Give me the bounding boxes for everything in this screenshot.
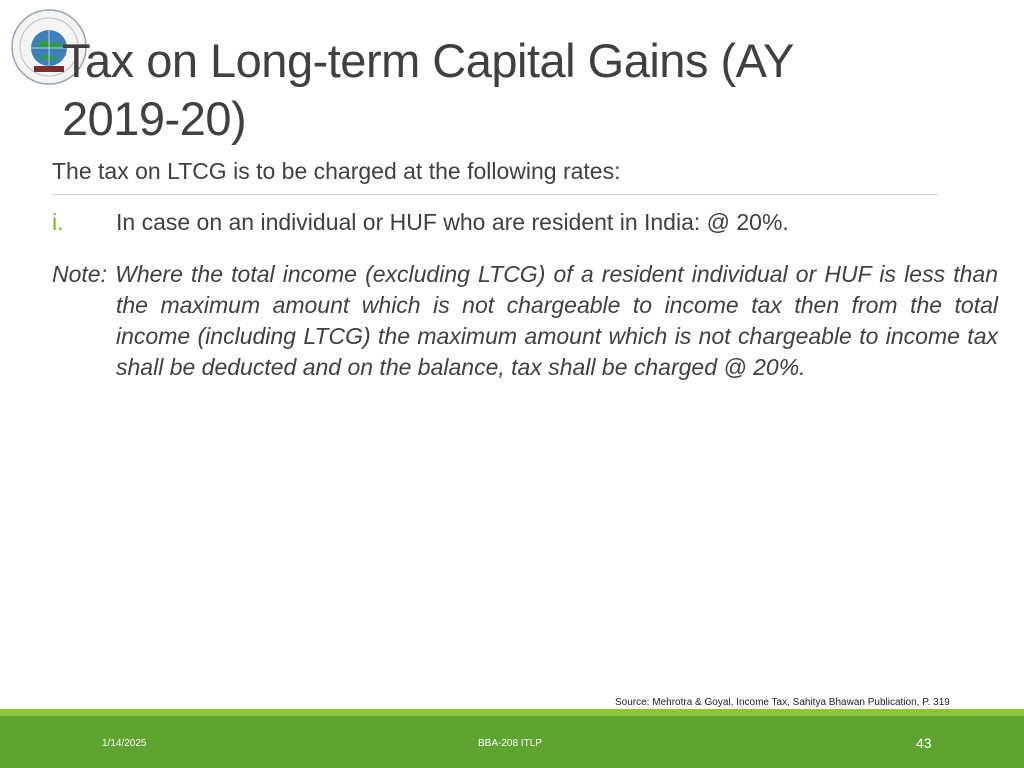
intro-text: The tax on LTCG is to be charged at the following rates: bbox=[52, 158, 621, 184]
footer-date: 1/14/2025 bbox=[102, 738, 147, 749]
source-citation: Source: Mehrotra & Goyal, Income Tax, Sahitya Bhawan Publication, P. 319 bbox=[615, 697, 950, 708]
divider bbox=[52, 194, 938, 195]
slide-title-line-1: Tax on Long-term Capital Gains (AY bbox=[62, 34, 794, 87]
list-marker: i. bbox=[52, 209, 64, 235]
footer-course-code: BBA-208 ITLP bbox=[478, 738, 542, 749]
slide-title-line-2: 2019-20) bbox=[62, 92, 247, 145]
slide-title bbox=[62, 32, 882, 148]
footer-bar bbox=[0, 716, 1024, 768]
slide-number: 43 bbox=[916, 735, 932, 751]
note-text: Note: Where the total income (excluding LTCG) of a resident individual or HUF is less than the maximum amount which is not chargeable to income tax then from the total income (including LTCG) the maximum amount which is not chargeable to income tax shall be deducted and on the balance, tax shall be charged @ 20%. bbox=[52, 261, 998, 380]
list-item-text: In case on an individual or HUF who are resident in India: @ 20%. bbox=[116, 209, 789, 235]
footer-stripe bbox=[0, 709, 1024, 716]
